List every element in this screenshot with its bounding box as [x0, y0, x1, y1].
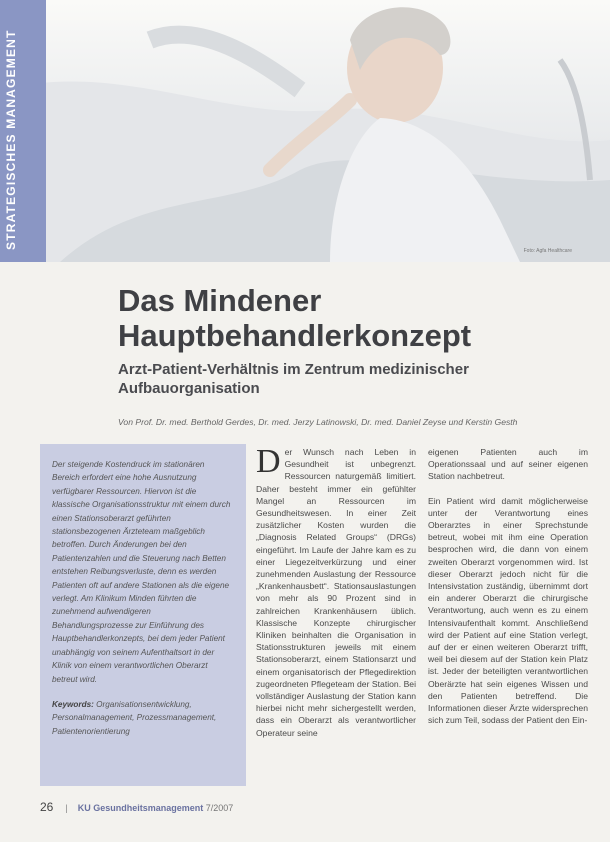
body-column-1 [256, 443, 416, 739]
abstract-text: Der steigende Kostendruck im stationären Bereich erfordert eine hohe Ausnutzung verfügbarer Ressourcen. Hiervon ist die klassische Organisationsstruktur mit einem durch einen Stationsoberarzt geführten stationsbezogenen Ärzteteam maßgeblich betroffen. Durch Änderungen bei den Patientenzahlen und die Steuerung nach Betten entstehen Reibungsverluste, denn es werden Patienten oft auf andere Stationen als die eigene verlegt. Am Klinikum Minden führten die zunehmend aufwendigeren Behandlungsprozesse zur Einführung des Hauptbehandlerkonzepts, bei dem jeder Patient unabhängig von seinem Aufenthaltsort in der Klinik von einem verantwortlichen Oberarzt betreut wird. [52, 460, 231, 684]
abstract-box [40, 444, 246, 786]
magazine-name: KU Gesundheitsmanagement [77, 803, 204, 813]
body-paragraph-1: eigenen Patienten auch im Operationssaal und auf seiner eigenen Station nachbetreut. [428, 447, 588, 482]
authors-line: Von Prof. Dr. med. Berthold Gerdes, Dr. med. Jerzy Latinowski, Dr. med. Daniel Zeyse und Kerstin Gesth [118, 417, 518, 427]
keywords [52, 698, 234, 738]
page-footer: 26 | KU Gesundheitsmanagement 7/2007 [40, 800, 234, 814]
article-subtitle: Arzt-Patient-Verhältnis im Zentrum medizinischer Aufbauorganisation [118, 361, 469, 397]
drop-cap: D [256, 443, 281, 480]
body-column-2 [428, 446, 588, 738]
body-text-1: er Wunsch nach Leben in Gesundheit ist unbegrenzt. Ressourcen naturgemäß limitiert. Daher besteht immer ein gefühlter Mangel an Ressourcen im Gesundheitswesen. In einer Zeit zusätzlicher Kosten wurden die „Diagnosis Related Groups“ (DRGs) eingeführt. Im Laufe der Jahre kam es zu einer Liegezeitverkürzung und einer zunehmenden Auslastung der Ressource „Krankenhausbett“. Stationsauslastungen von mehr als 90 Prozent sind in zahlreichen Krankenhäusern üblich. Klassische Konzepte chirurgischer Kliniken beinhalten die Organisation in Stationsstrukturen jeweils mit einem Stationsoberarzt, einem Stationsarzt und einem organisatorisch der Pflegedirektion zugeordneten Pflegeteam der Station. Bei vollständiger Auslastung der Station kann hierbei nicht mehr sichergestellt werden, dass ein Oberarzt als verantwortlicher Operateur seine [256, 447, 416, 738]
header-photo [0, 0, 610, 262]
section-tab [0, 0, 46, 262]
body-paragraph-2: Ein Patient wird damit möglicherweise unter der Verantwortung eines Oberarztes in einer Sprechstunde betreut, wobei mit ihm eine Operation besprochen wird, die dann von einem zweiten Oberarzt vorgenommen wird. Ist dieser Oberarzt jedoch nicht für die Intensivstation zuständig, übernimmt dort ein anderer Oberarzt die chirurgische Verantwortung, auch wenn es zu einem Intensivaufenthalt kommt. Anschließend wird der Patient auf eine Station verlegt, auf der er einen weiteren Oberarzt trifft, weil bei diesem auf der Station kein Platz ist. Jeder der beteiligten verantwortlichen Oberärzte hat sein eigenes Wissen und den Patienten betreffend. Die Informationen dieser Ärzte widersprechen sich zum Teil, sodass der Patient den Ein- [428, 495, 588, 726]
issue-number: 7/2007 [205, 803, 234, 813]
article-title: Das Mindener Hauptbehandlerkonzept [118, 283, 472, 353]
keywords-text: Organisationsentwicklung, Personalmanagement, Prozessmanagement, Patientenorientierung [52, 699, 217, 736]
photo-credit: Foto: Agfa Healthcare [523, 248, 572, 254]
keywords-label: Keywords: [52, 699, 94, 709]
section-label: STRATEGISCHES MANAGEMENT [4, 29, 18, 250]
hospital-photo [0, 0, 610, 262]
page-number: 26 [40, 800, 54, 814]
